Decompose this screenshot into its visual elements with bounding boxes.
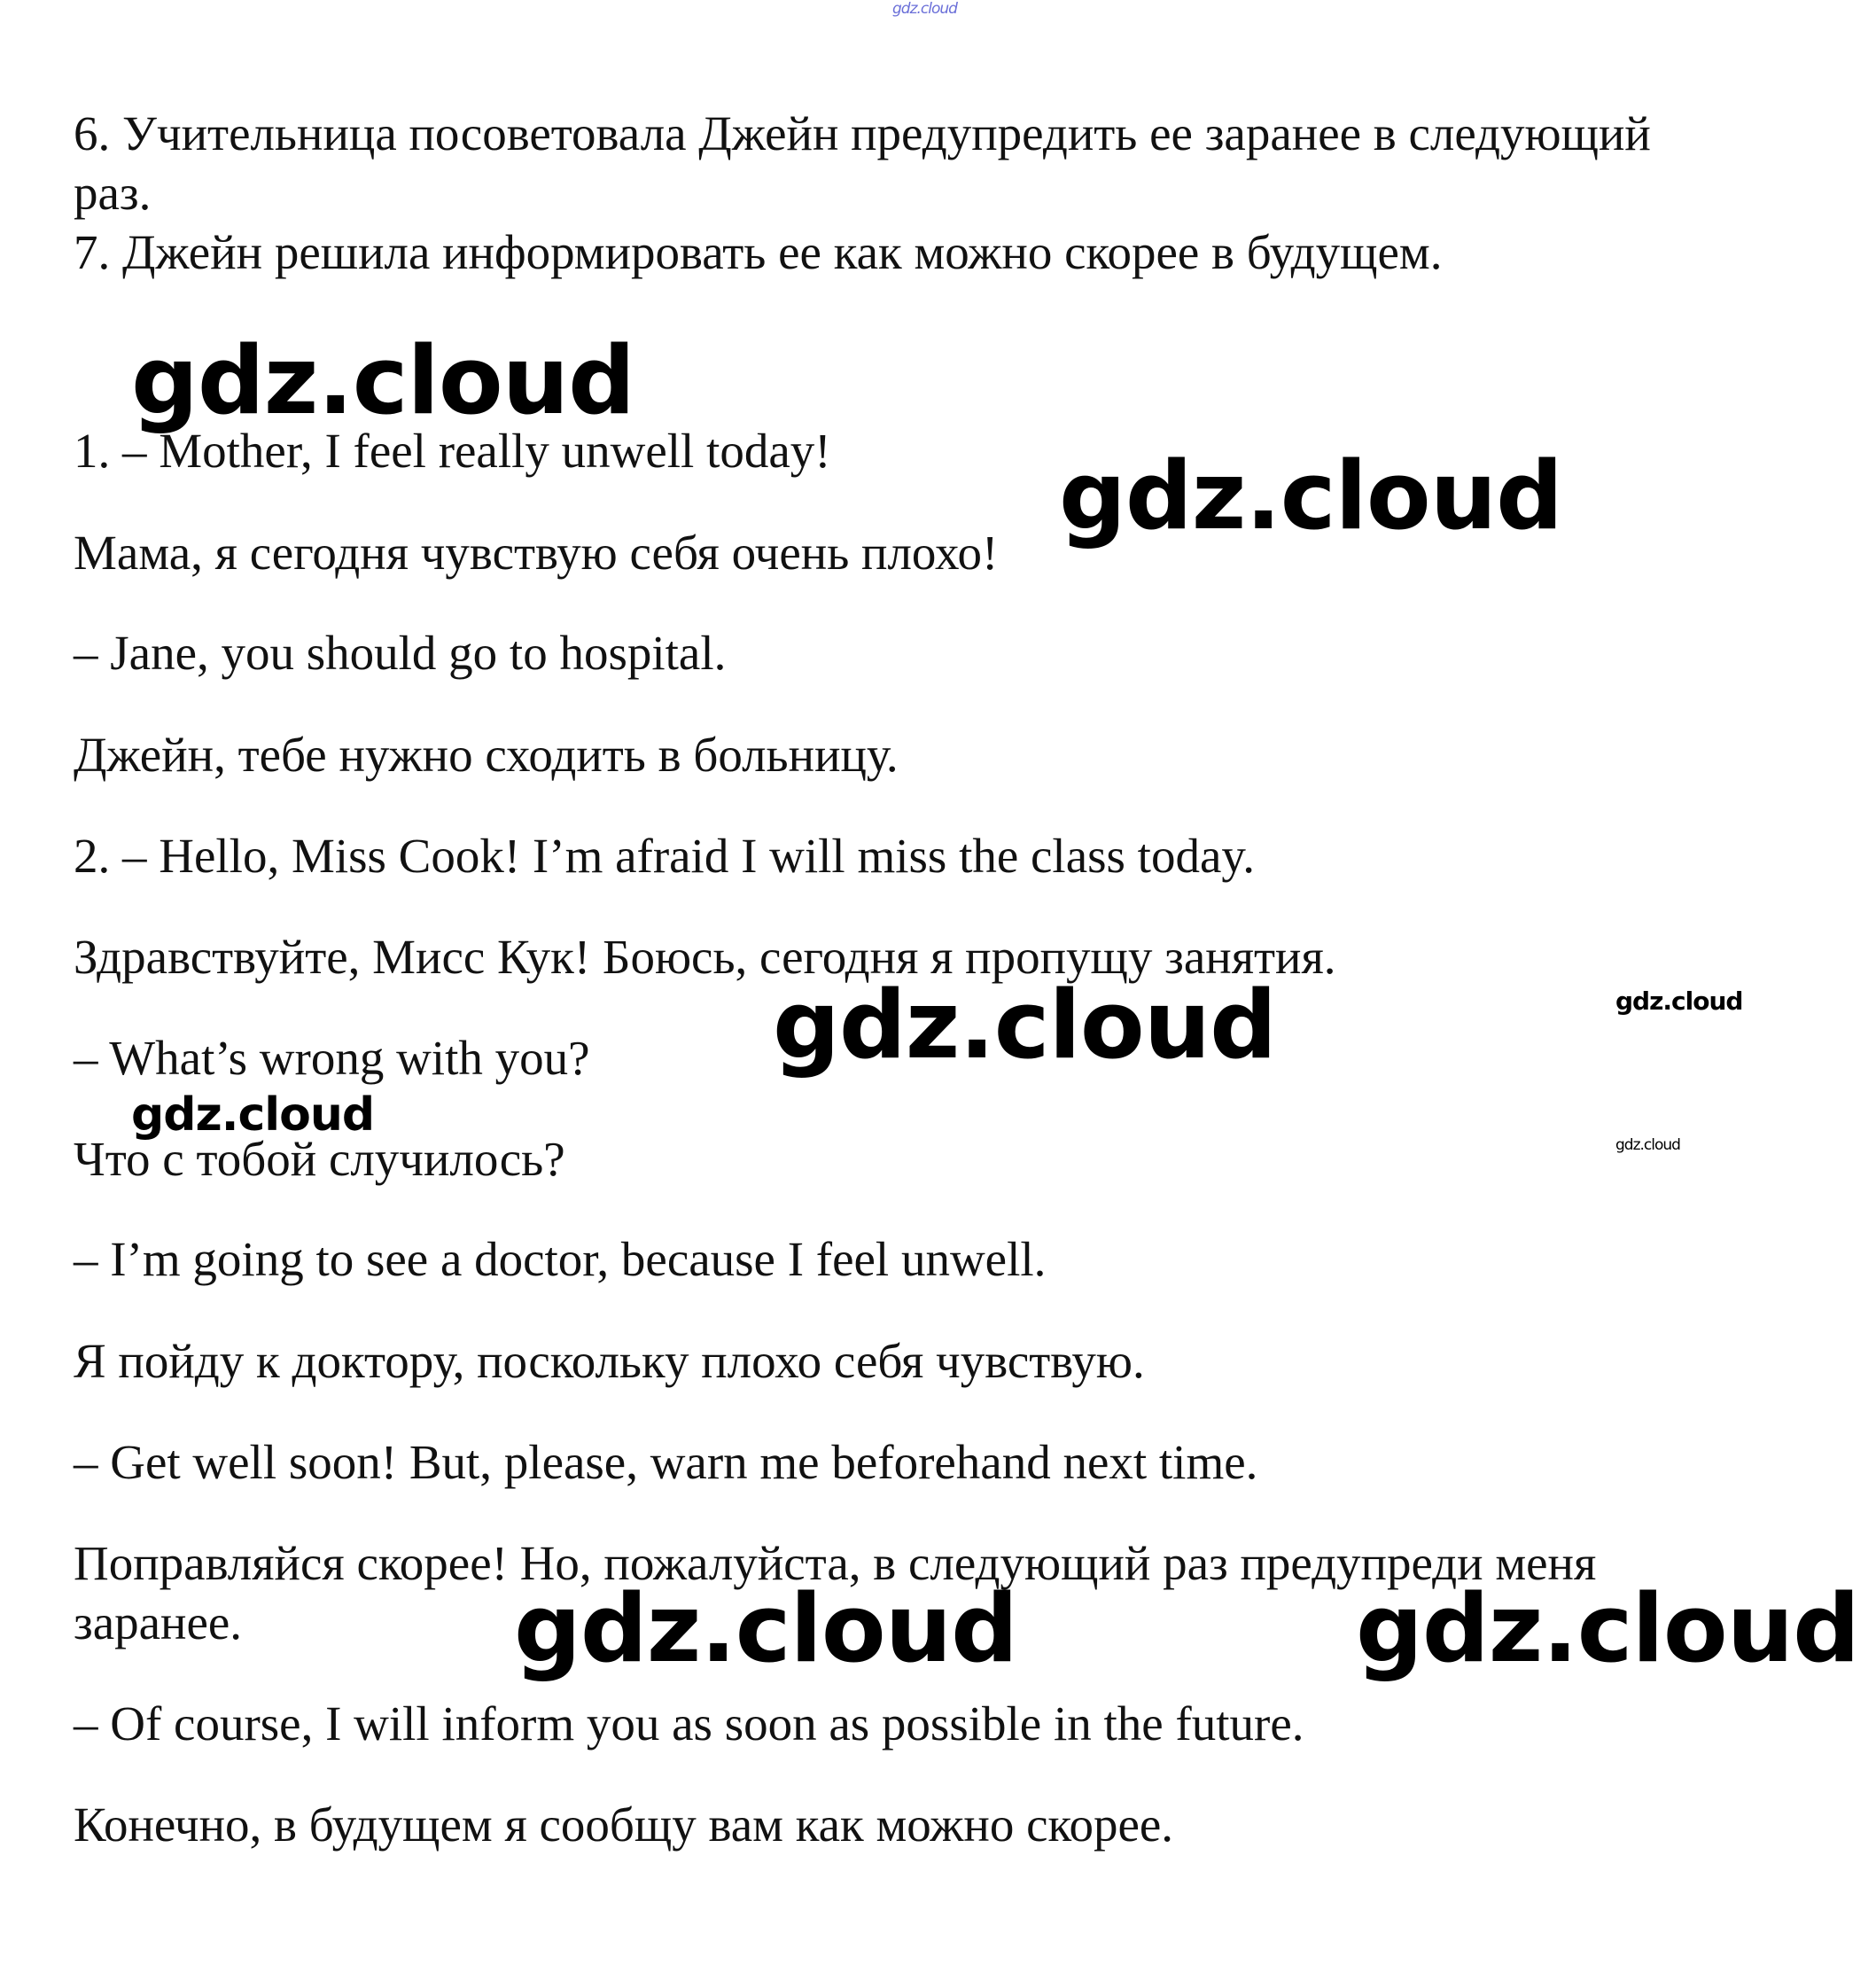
watermark-top: gdz.cloud [892, 0, 957, 18]
text-line-dialog2-en-3: – I’m going to see a doctor, because I feel unwell. [74, 1232, 1047, 1286]
watermark-large-2: gdz.cloud [1059, 441, 1563, 550]
text-line-dialog1-ru-2: Джейн, тебе нужно сходить в больницу. [74, 728, 899, 782]
text-line-dialog1-en-1: 1. – Mother, I feel really unwell today! [74, 424, 831, 478]
watermark-tiny: gdz.cloud [1615, 1136, 1680, 1154]
text-line-dialog2-ru-4-cont: заранее. [74, 1595, 243, 1649]
text-line-item6: 6. Учительница посоветовала Джейн предупредить ее заранее в следующий [74, 106, 1651, 160]
text-line-dialog2-en-2: – What’s wrong with you? [74, 1031, 590, 1085]
text-line-dialog1-en-2: – Jane, you should go to hospital. [74, 626, 727, 680]
text-line-dialog2-ru-4: Поправляйся скорее! Но, пожалуйста, в следующий раз предупреди меня [74, 1536, 1597, 1590]
watermark-large-3: gdz.cloud [773, 971, 1277, 1080]
watermark-large-5: gdz.cloud [1356, 1574, 1860, 1683]
watermark-large-4: gdz.cloud [514, 1574, 1018, 1683]
text-line-dialog2-ru-2: Что с тобой случилось? [74, 1132, 565, 1186]
text-line-dialog2-en-4: – Get well soon! But, please, warn me beforehand next time. [74, 1435, 1258, 1489]
watermark-large-1: gdz.cloud [131, 326, 635, 435]
text-line-dialog2-ru-5: Конечно, в будущем я сообщу вам как можно скорее. [74, 1797, 1174, 1852]
watermark-medium: gdz.cloud [131, 1088, 375, 1142]
text-line-item7: 7. Джейн решила информировать ее как можно скорее в будущем. [74, 225, 1443, 279]
text-line-dialog2-ru-1: Здравствуйте, Мисс Кук! Боюсь, сегодня я пропущу занятия. [74, 930, 1336, 984]
text-line-dialog2-ru-3: Я пойду к доктору, поскольку плохо себя чувствую. [74, 1334, 1145, 1388]
text-line-dialog2-en-5: – Of course, I will inform you as soon as possible in the future. [74, 1696, 1304, 1751]
watermark-small: gdz.cloud [1615, 986, 1743, 1016]
text-line-dialog1-ru-1: Мама, я сегодня чувствую себя очень плохо! [74, 526, 999, 580]
text-line-item6-cont: раз. [74, 166, 152, 220]
text-line-dialog2-en-1: 2. – Hello, Miss Cook! I’m afraid I will miss the class today. [74, 829, 1256, 883]
